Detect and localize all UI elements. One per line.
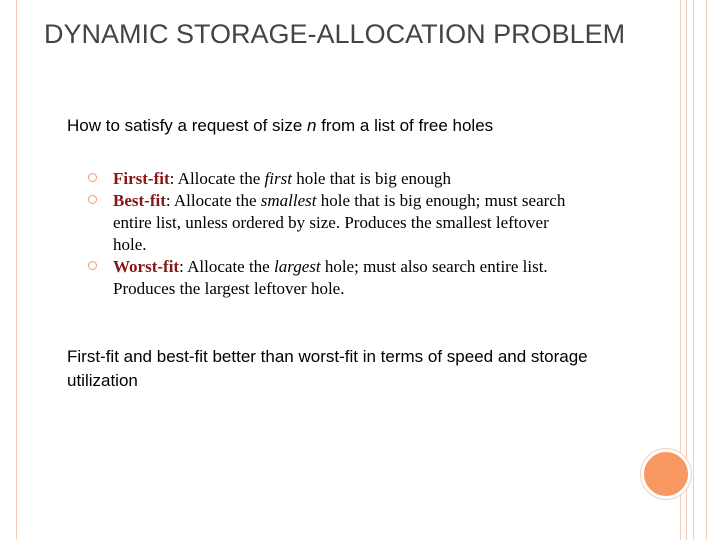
slide-title: DYNAMIC STORAGE-ALLOCATION PROBLEM xyxy=(44,19,626,49)
conclusion-text: First-fit and best-fit better than worst-fit in terms of speed and storage utilization xyxy=(67,347,588,390)
term-first-fit: First-fit xyxy=(113,169,170,188)
allocation-strategy-list xyxy=(88,168,578,300)
bullet-text: hole; must also search entire list. Produces the largest leftover hole. xyxy=(113,257,548,298)
bullet-emphasis: smallest xyxy=(260,191,317,210)
left-border-line xyxy=(16,0,17,540)
bullet-circle-icon xyxy=(88,195,97,204)
intro-text xyxy=(67,114,667,138)
term-best-fit: Best-fit xyxy=(113,191,166,210)
bullet-text: : Allocate the xyxy=(165,191,261,210)
list-item-best-fit xyxy=(88,190,578,256)
bullet-text: hole that is big enough xyxy=(291,169,452,188)
list-item-first-fit xyxy=(88,168,578,190)
bullet-circle-icon xyxy=(88,173,97,182)
bullet-circle-icon xyxy=(88,261,97,270)
bullet-emphasis: first xyxy=(264,169,292,188)
bullet-text: : Allocate the xyxy=(179,257,274,276)
intro-variable: n xyxy=(307,116,317,135)
bullet-text: hole that is big enough; must search entire list, unless ordered by size. Produces the smallest leftover hole. xyxy=(113,191,566,254)
decorative-circle-icon xyxy=(641,449,691,499)
right-border-line xyxy=(693,0,694,540)
list-item-worst-fit xyxy=(88,256,578,300)
intro-after: from a list of free holes xyxy=(316,116,494,135)
bullet-text: : Allocate the xyxy=(169,169,265,188)
bullet-emphasis: largest xyxy=(273,257,321,276)
term-worst-fit: Worst-fit xyxy=(113,257,180,276)
right-border-line xyxy=(706,0,707,540)
intro-before: How to satisfy a request of size xyxy=(67,116,307,135)
